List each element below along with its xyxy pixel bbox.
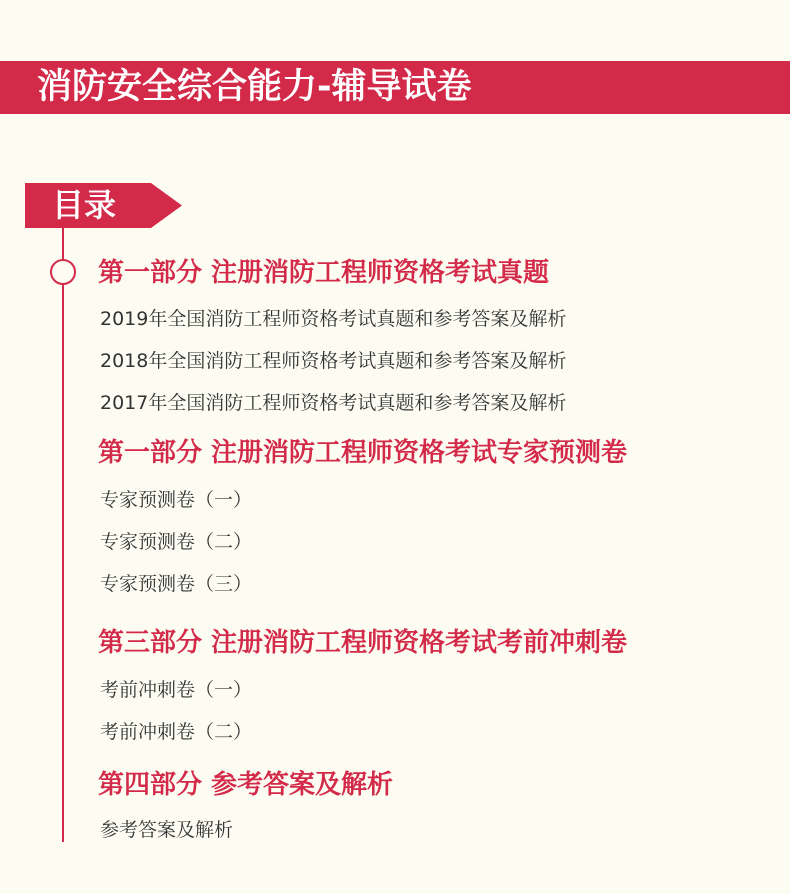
toc-item: 2019年全国消防工程师资格考试真题和参考答案及解析 bbox=[100, 308, 567, 330]
section-heading-3: 第三部分 注册消防工程师资格考试考前冲刺卷 bbox=[98, 628, 628, 658]
toc-item: 考前冲刺卷（二） bbox=[100, 721, 253, 743]
toc-item: 专家预测卷（一） bbox=[100, 489, 253, 511]
toc-item: 专家预测卷（二） bbox=[100, 531, 253, 553]
toc-item: 2017年全国消防工程师资格考试真题和参考答案及解析 bbox=[100, 392, 567, 414]
document-title: 消防安全综合能力-辅导试卷 bbox=[37, 67, 472, 107]
section-heading-2: 第一部分 注册消防工程师资格考试专家预测卷 bbox=[98, 438, 628, 468]
toc-item: 专家预测卷（三） bbox=[100, 573, 253, 595]
timeline-circle-icon bbox=[50, 259, 76, 285]
toc-item: 考前冲刺卷（一） bbox=[100, 679, 253, 701]
toc-label: 目录 bbox=[52, 186, 117, 224]
section-heading-4: 第四部分 参考答案及解析 bbox=[98, 770, 394, 800]
title-banner bbox=[0, 61, 790, 114]
toc-tag bbox=[25, 183, 182, 228]
section-heading-1: 第一部分 注册消防工程师资格考试真题 bbox=[98, 258, 550, 288]
toc-item: 2018年全国消防工程师资格考试真题和参考答案及解析 bbox=[100, 350, 567, 372]
timeline-line bbox=[62, 228, 64, 842]
toc-item: 参考答案及解析 bbox=[100, 819, 234, 841]
